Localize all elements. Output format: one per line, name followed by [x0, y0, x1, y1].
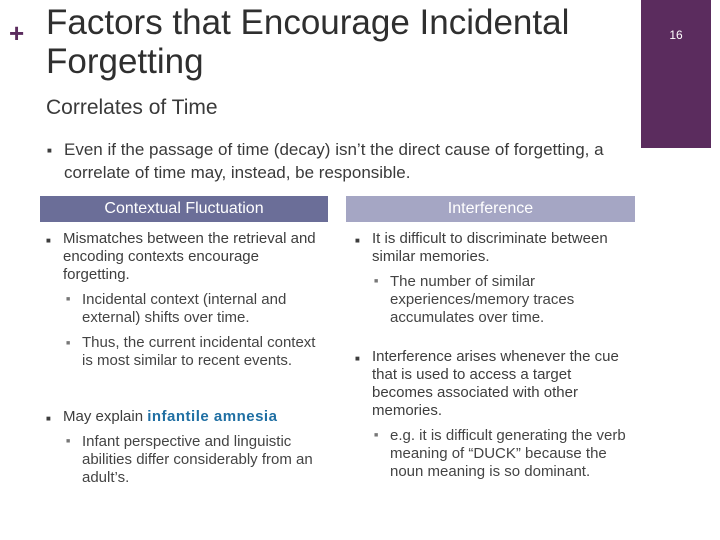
contextual-fluctuation-header: Contextual Fluctuation: [40, 196, 328, 222]
square-bullet-icon: ■: [374, 278, 379, 285]
right-bullet-2-sub-1: e.g. it is difficult generating the verb meaning of “DUCK” because the noun meaning is so dominant.: [390, 427, 626, 480]
square-bullet-icon: ■: [66, 438, 71, 445]
slide-number: 16: [669, 28, 683, 42]
square-bullet-icon: ■: [66, 340, 71, 347]
left-bullet-2-sub-1: Infant perspective and linguistic abilities differ considerably from an adult’s.: [82, 433, 313, 486]
slide-title: Factors that Encourage Incidental Forgetting: [46, 3, 570, 81]
square-bullet-icon: ■: [374, 432, 379, 439]
left-bullet-1-sub-1: Incidental context (internal and external) shifts over time.: [82, 291, 287, 326]
square-bullet-icon: ■: [355, 236, 360, 245]
intro-text: Even if the passage of time (decay) isn’t the direct cause of forgetting, a correlate of time may, instead, be responsible.: [64, 140, 604, 182]
right-bullet-1: It is difficult to discriminate between similar memories.: [372, 230, 608, 265]
slide-number-panel: [641, 0, 711, 148]
slide-subtitle: Correlates of Time: [46, 96, 218, 119]
plus-mark: +: [9, 18, 25, 48]
infantile-amnesia-term: infantile amnesia: [147, 408, 278, 425]
left-bullet-1-sub-2: Thus, the current incidental context is most similar to recent events.: [82, 334, 316, 369]
right-bullet-1-sub-1: The number of similar experiences/memory traces accumulates over time.: [390, 273, 575, 326]
square-bullet-icon: ■: [46, 414, 51, 423]
square-bullet-icon: ■: [46, 236, 51, 245]
square-bullet-icon: ■: [355, 354, 360, 363]
left-bullet-1: Mismatches between the retrieval and encoding contexts encourage forgetting.: [63, 230, 316, 283]
left-bullet-2: [63, 408, 328, 426]
square-bullet-icon: ■: [47, 146, 52, 155]
square-bullet-icon: ■: [66, 296, 71, 303]
interference-header: Interference: [346, 196, 635, 222]
left-bullet-2-prefix: May explain: [63, 408, 148, 425]
right-bullet-2: Interference arises whenever the cue that is used to access a target becomes associated with other memories.: [372, 348, 619, 419]
